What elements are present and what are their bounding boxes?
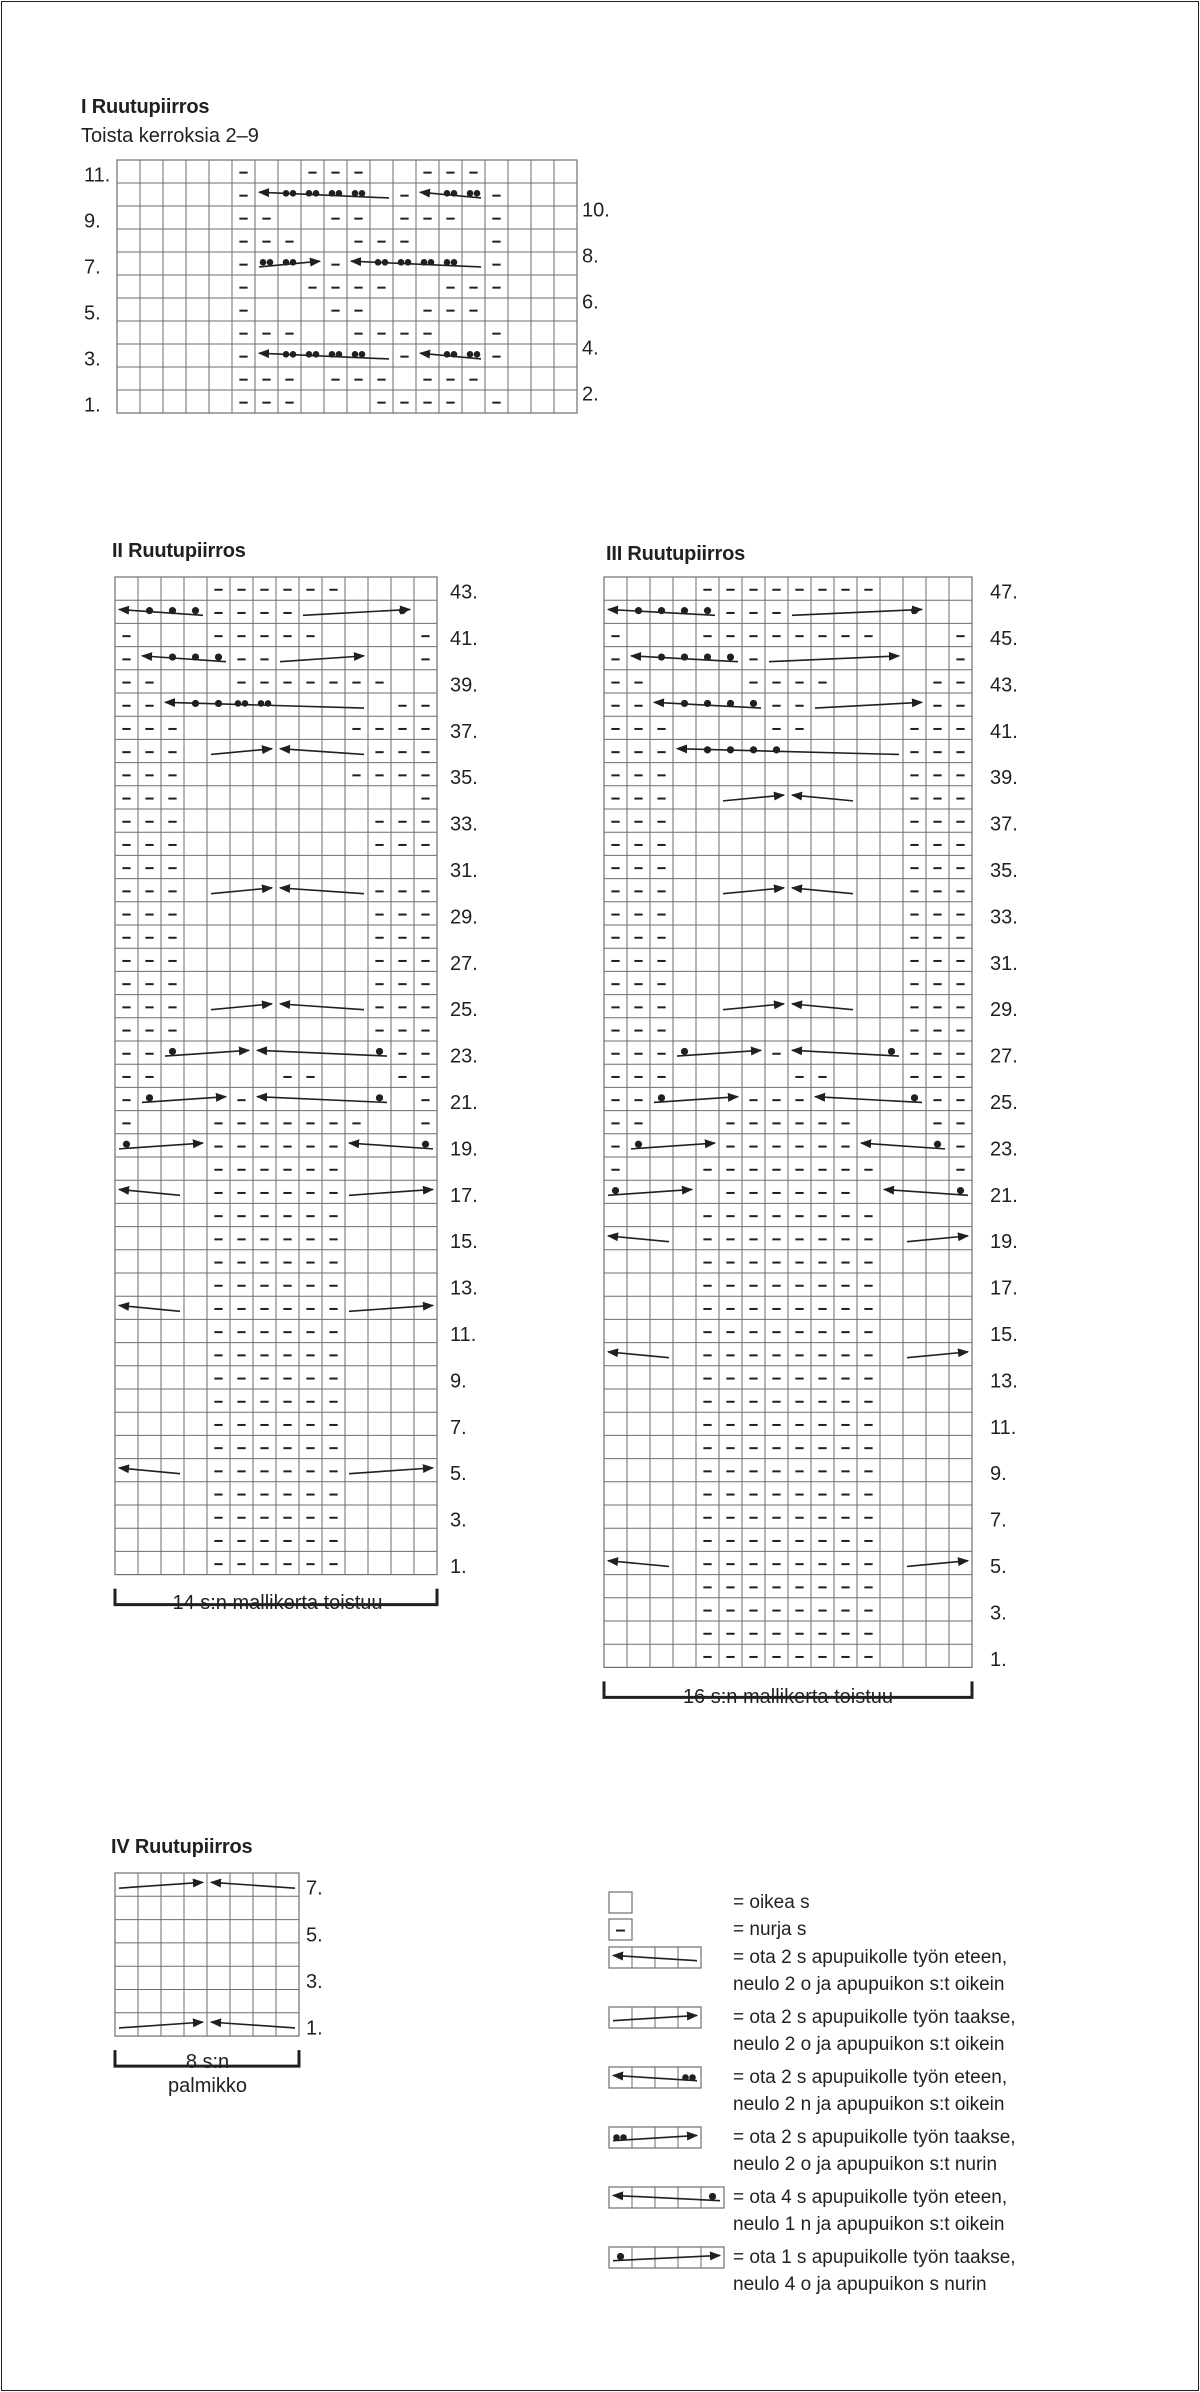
purl-dot <box>467 351 474 358</box>
row-number-label: 3. <box>84 348 101 371</box>
chart-title-III: III Ruutupiirros <box>606 543 746 565</box>
legend-cell <box>609 1892 632 1913</box>
purl-dot <box>613 2134 620 2141</box>
row-number-label: 29. <box>450 906 478 929</box>
row-number-label: 27. <box>990 1045 1018 1068</box>
row-number-label: 6. <box>582 291 599 314</box>
purl-dot <box>192 653 199 660</box>
legend-line: = ota 2 s apupuikolle työn taakse, <box>733 2007 1016 2028</box>
purl-dot <box>467 190 474 197</box>
legend-cable-1-4-text <box>733 2244 1016 2298</box>
legend-swatch-cable-1-4-back <box>609 2247 724 2268</box>
purl-dot <box>911 607 918 614</box>
legend-line: neulo 2 o ja apupuikon s:t nurin <box>733 2154 998 2175</box>
row-number-label: 25. <box>990 1092 1018 1114</box>
chart-I <box>84 160 610 417</box>
purl-dot <box>306 190 313 197</box>
row-number-label: 5. <box>990 1556 1007 1578</box>
purl-dot <box>290 351 297 358</box>
row-number-label: 43. <box>990 674 1018 697</box>
row-number-label: 39. <box>990 767 1018 790</box>
purl-dot <box>258 700 265 707</box>
legend-cell <box>609 1919 632 1940</box>
row-number-label: 25. <box>450 999 478 1022</box>
purl-dot <box>612 1187 619 1194</box>
legend-swatch-cable-2-2-back-knit <box>609 2007 701 2028</box>
purl-dot <box>689 2074 696 2081</box>
purl-dot <box>336 190 343 197</box>
chart-IV <box>115 1873 323 2066</box>
purl-dot <box>451 259 458 266</box>
row-number-label: 15. <box>990 1324 1018 1346</box>
purl-dot <box>267 259 274 266</box>
purl-dot <box>313 190 320 197</box>
row-number-label: 21. <box>450 1092 478 1114</box>
row-number-label: 13. <box>450 1277 478 1300</box>
purl-dot <box>658 653 665 660</box>
row-number-label: 1. <box>450 1556 467 1578</box>
purl-dot <box>444 351 451 358</box>
purl-dot <box>290 190 297 197</box>
legend-line: = ota 4 s apupuikolle työn eteen, <box>733 2187 1008 2208</box>
purl-dot <box>451 351 458 358</box>
purl-dot <box>376 1094 383 1101</box>
purl-dot <box>704 607 711 614</box>
row-number-label: 7. <box>450 1416 467 1439</box>
row-number-label: 13. <box>990 1370 1018 1393</box>
legend-cable-front-knit-text <box>733 1944 1007 1998</box>
purl-dot <box>215 700 222 707</box>
row-number-label: 23. <box>450 1045 478 1068</box>
row-number-label: 19. <box>450 1138 478 1161</box>
purl-dot <box>773 746 780 753</box>
row-number-label: 47. <box>990 581 1018 604</box>
purl-dot <box>235 700 242 707</box>
purl-dot <box>934 1141 941 1148</box>
row-number-label: 11. <box>990 1416 1017 1439</box>
purl-dot <box>474 351 481 358</box>
row-number-label: 9. <box>990 1463 1007 1486</box>
row-number-label: 11. <box>84 164 111 187</box>
purl-dot <box>192 700 199 707</box>
legend-line: = ota 2 s apupuikolle työn eteen, <box>733 2067 1008 2088</box>
row-number-label: 1. <box>306 2017 323 2040</box>
purl-dot <box>635 1141 642 1148</box>
row-number-label: 37. <box>990 813 1018 836</box>
purl-dot <box>750 746 757 753</box>
legend-knit-text <box>733 1889 810 1916</box>
row-number-label: 3. <box>990 1602 1007 1625</box>
legend-swatch-knit <box>609 1892 632 1913</box>
purl-dot <box>681 653 688 660</box>
purl-dot <box>727 700 734 707</box>
row-number-label: 17. <box>450 1184 478 1207</box>
purl-dot <box>265 700 272 707</box>
purl-dot <box>283 351 290 358</box>
legend-line: = ota 1 s apupuikolle työn taakse, <box>733 2247 1016 2268</box>
legend-cable-4-1-text <box>733 2184 1007 2238</box>
legend-line: neulo 1 n ja apupuikon s:t oikein <box>733 2214 1005 2235</box>
repeat-label-IV-line-2: palmikko <box>168 2075 247 2097</box>
legend-swatch-purl <box>609 1919 632 1940</box>
purl-dot <box>704 746 711 753</box>
row-number-label: 8. <box>582 245 599 268</box>
purl-dot <box>704 653 711 660</box>
legend-cable-back-knit-text <box>733 2004 1016 2058</box>
row-number-label: 33. <box>450 813 478 836</box>
row-number-label: 23. <box>990 1138 1018 1161</box>
row-number-label: 9. <box>84 210 101 233</box>
row-number-label: 7. <box>306 1877 323 1900</box>
purl-dot <box>911 1094 918 1101</box>
row-number-label: 1. <box>990 1648 1007 1671</box>
purl-dot <box>329 190 336 197</box>
chart-title-IV: IV Ruutupiirros <box>111 1836 253 1858</box>
row-number-label: 21. <box>990 1184 1018 1207</box>
legend-swatch-cable-2-2-front-knit <box>609 1947 701 1968</box>
purl-dot <box>306 351 313 358</box>
repeat-bracket <box>115 2050 299 2066</box>
purl-dot <box>727 653 734 660</box>
row-number-label: 9. <box>450 1370 467 1393</box>
legend-line: neulo 2 n ja apupuikon s:t oikein <box>733 2094 1005 2115</box>
repeat-label-II: 14 s:n mallikerta toistuu <box>172 1592 383 1614</box>
purl-dot <box>290 259 297 266</box>
purl-dot <box>336 351 343 358</box>
purl-dot <box>658 1094 665 1101</box>
chart-title-I: I Ruutupiirros <box>81 96 210 118</box>
purl-dot <box>704 700 711 707</box>
purl-dot <box>283 259 290 266</box>
purl-dot <box>169 653 176 660</box>
purl-dot <box>681 700 688 707</box>
row-number-label: 1. <box>84 394 101 417</box>
purl-dot <box>658 607 665 614</box>
purl-dot <box>242 700 249 707</box>
purl-dot <box>123 1141 130 1148</box>
purl-dot <box>888 1048 895 1055</box>
purl-dot <box>398 259 405 266</box>
repeat-bracket <box>604 1681 972 1697</box>
purl-dot <box>474 190 481 197</box>
legend-swatch-cable-4-1-front <box>609 2187 724 2208</box>
purl-dot <box>169 607 176 614</box>
row-number-label: 29. <box>990 999 1018 1022</box>
purl-dot <box>709 2193 716 2200</box>
row-number-label: 35. <box>990 860 1018 882</box>
purl-dot <box>399 607 406 614</box>
row-number-label: 5. <box>450 1463 467 1486</box>
legend-line: = oikea s <box>733 1892 810 1913</box>
row-number-label: 7. <box>990 1509 1007 1532</box>
row-number-label: 11. <box>450 1324 477 1346</box>
purl-dot <box>313 351 320 358</box>
legend-line: = ota 2 s apupuikolle työn taakse, <box>733 2127 1016 2148</box>
row-number-label: 5. <box>306 1924 323 1947</box>
legend-cable-back-purl-text <box>733 2124 1016 2178</box>
purl-dot <box>444 190 451 197</box>
row-number-label: 15. <box>450 1231 478 1254</box>
row-number-label: 10. <box>582 199 610 222</box>
purl-dot <box>451 190 458 197</box>
purl-dot <box>376 1048 383 1055</box>
legend-swatch-cable-2-2-front-purl <box>609 2067 701 2088</box>
purl-dot <box>727 746 734 753</box>
row-number-label: 35. <box>450 767 478 790</box>
row-number-label: 2. <box>582 383 599 406</box>
row-number-label: 41. <box>990 720 1018 743</box>
row-number-label: 45. <box>990 628 1018 650</box>
legend-swatch-cable-2-2-back-purl <box>609 2127 701 2148</box>
purl-dot <box>352 351 359 358</box>
purl-dot <box>359 190 366 197</box>
row-number-label: 4. <box>582 337 599 360</box>
purl-dot <box>260 259 267 266</box>
row-number-label: 27. <box>450 952 478 975</box>
row-number-label: 31. <box>450 860 478 882</box>
purl-dot <box>750 700 757 707</box>
chart-title-II: II Ruutupiirros <box>112 540 246 562</box>
purl-dot <box>635 607 642 614</box>
purl-dot <box>421 259 428 266</box>
chart-III <box>604 577 1018 1697</box>
legend-cable-front-purl-text <box>733 2064 1007 2118</box>
purl-dot <box>146 1094 153 1101</box>
legend-line: neulo 4 o ja apupuikon s nurin <box>733 2274 987 2295</box>
purl-dot <box>375 259 382 266</box>
row-number-label: 3. <box>450 1509 467 1532</box>
purl-dot <box>617 2253 624 2260</box>
repeat-bracket <box>115 1589 437 1605</box>
purl-dot <box>682 2074 689 2081</box>
row-number-label: 43. <box>450 581 478 604</box>
row-number-label: 39. <box>450 674 478 697</box>
purl-dot <box>681 1048 688 1055</box>
purl-dot <box>359 351 366 358</box>
row-number-label: 33. <box>990 906 1018 929</box>
legend-purl-text <box>733 1916 806 1943</box>
purl-dot <box>422 1141 429 1148</box>
chart-II <box>115 577 478 1605</box>
row-number-label: 41. <box>450 628 478 650</box>
purl-dot <box>329 351 336 358</box>
row-number-label: 19. <box>990 1231 1018 1254</box>
purl-dot <box>382 259 389 266</box>
row-number-label: 37. <box>450 720 478 743</box>
purl-dot <box>283 190 290 197</box>
purl-dot <box>957 1187 964 1194</box>
repeat-label-III: 16 s:n mallikerta toistuu <box>682 1686 894 1708</box>
legend-line: neulo 2 o ja apupuikon s:t oikein <box>733 2034 1005 2055</box>
legend-line: = ota 2 s apupuikolle työn eteen, <box>733 1947 1008 1968</box>
row-number-label: 5. <box>84 302 101 325</box>
purl-dot <box>192 607 199 614</box>
purl-dot <box>444 259 451 266</box>
row-number-label: 3. <box>306 1970 323 1993</box>
legend-line: = nurja s <box>733 1919 807 1940</box>
purl-dot <box>146 607 153 614</box>
purl-dot <box>169 1048 176 1055</box>
legend-line: neulo 2 o ja apupuikon s:t oikein <box>733 1974 1005 1995</box>
purl-dot <box>215 653 222 660</box>
purl-dot <box>405 259 412 266</box>
chart-subtitle-I: Toista kerroksia 2–9 <box>81 125 259 147</box>
row-number-label: 17. <box>990 1277 1018 1300</box>
purl-dot <box>428 259 435 266</box>
purl-dot <box>352 190 359 197</box>
purl-dot <box>681 607 688 614</box>
repeat-label-IV-line-1: 8 s:n <box>185 2051 230 2073</box>
row-number-label: 31. <box>990 952 1018 975</box>
purl-dot <box>620 2134 627 2141</box>
row-number-label: 7. <box>84 256 101 279</box>
